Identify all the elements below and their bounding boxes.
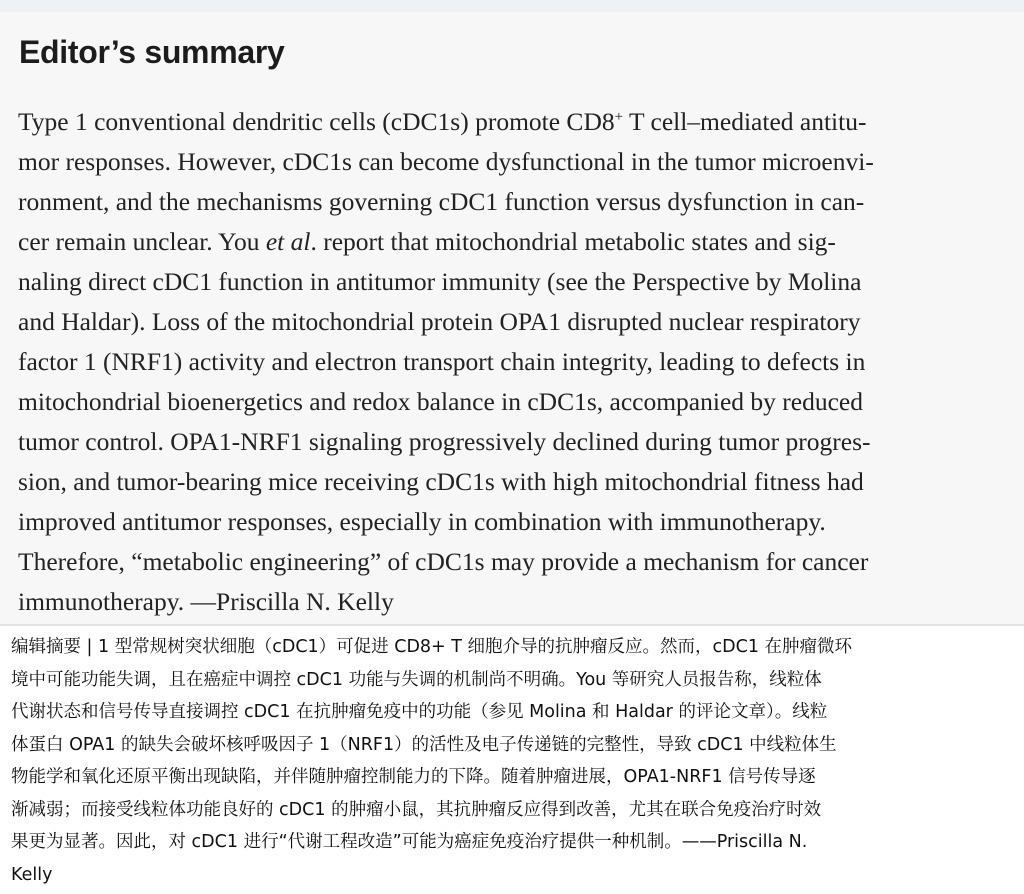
translation-line: 境中可能功能失调，且在癌症中调控 cDC1 功能与失调的机制尚不明确。You 等研究人员报告称，线粒体 [11,669,822,690]
summary-line: tumor control. OPA1-NRF1 signaling progressively declined during tumor progres- [18,427,871,456]
translation-line: 编辑摘要 | 1 型常规树突状细胞（cDC1）可促进 CD8+ T 细胞介导的抗肿瘤反应。然而，cDC1 在肿瘤微环 [11,637,853,657]
summary-line: sion, and tumor-bearing mice receiving cDC1s with high mitochondrial fitness had [18,467,864,496]
summary-line: Therefore, “metabolic engineering” of cDC1s may provide a mechanism for cancer [18,547,869,576]
translation-line: 代谢状态和信号传导直接调控 cDC1 在抗肿瘤免疫中的功能（参见 Molina 和 Haldar 的评论文章）。线粒 [11,702,828,722]
translation-line: Kelly [11,864,53,885]
translation-line: 渐减弱；而接受线粒体功能良好的 cDC1 的肿瘤小鼠，其抗肿瘤反应得到改善，尤其在联合免疫治疗时效 [11,799,822,820]
translation-paragraph [11,631,1016,891]
superscript-plus: + [614,109,624,125]
summary-line: immunotherapy. —Priscilla N. Kelly [18,587,394,616]
summary-heading: Editor’s summary [19,34,285,70]
summary-line: mor responses. However, cDC1s can become dysfunctional in the tumor microenvi- [18,147,874,176]
translation-line: 物能学和氧化还原平衡出现缺陷，并伴随肿瘤控制能力的下降。随着肿瘤进展，OPA1-NRF1 信号传导逐 [11,767,816,787]
summary-text: cer remain unclear. You [18,227,266,256]
top-strip [0,0,1024,12]
translation-line: 果更为显著。因此，对 cDC1 进行“代谢工程改造”可能为癌症免疫治疗提供一种机制。——Priscilla N. [11,832,808,852]
summary-line: factor 1 (NRF1) activity and electron transport chain integrity, leading to defects in [18,347,866,376]
summary-line: and Haldar). Loss of the mitochondrial protein OPA1 disrupted nuclear respiratory [18,307,861,336]
summary-text: . report that mitochondrial metabolic states and sig- [310,227,836,256]
summary-line [18,222,1008,262]
summary-line: improved antitumor responses, especially in combination with immunotherapy. [18,507,826,536]
summary-line: ronment, and the mechanisms governing cDC1 function versus dysfunction in can- [18,187,865,216]
summary-text: T cell–mediated antitu- [623,107,867,136]
summary-line [18,102,1008,142]
et-al-italic: et al [265,227,311,256]
summary-text: Type 1 conventional dendritic cells (cDC1s) promote CD8 [18,107,615,136]
summary-paragraph [18,102,1008,622]
editors-summary-panel [0,12,1024,624]
translation-line: 体蛋白 OPA1 的缺失会破坏核呼吸因子 1（NRF1）的活性及电子传递链的完整性，导致 cDC1 中线粒体生 [11,734,837,755]
summary-line: naling direct cDC1 function in antitumor immunity (see the Perspective by Molina [18,267,862,296]
summary-line: mitochondrial bioenergetics and redox balance in cDC1s, accompanied by reduced [18,387,863,416]
chinese-translation-panel [0,626,1024,894]
